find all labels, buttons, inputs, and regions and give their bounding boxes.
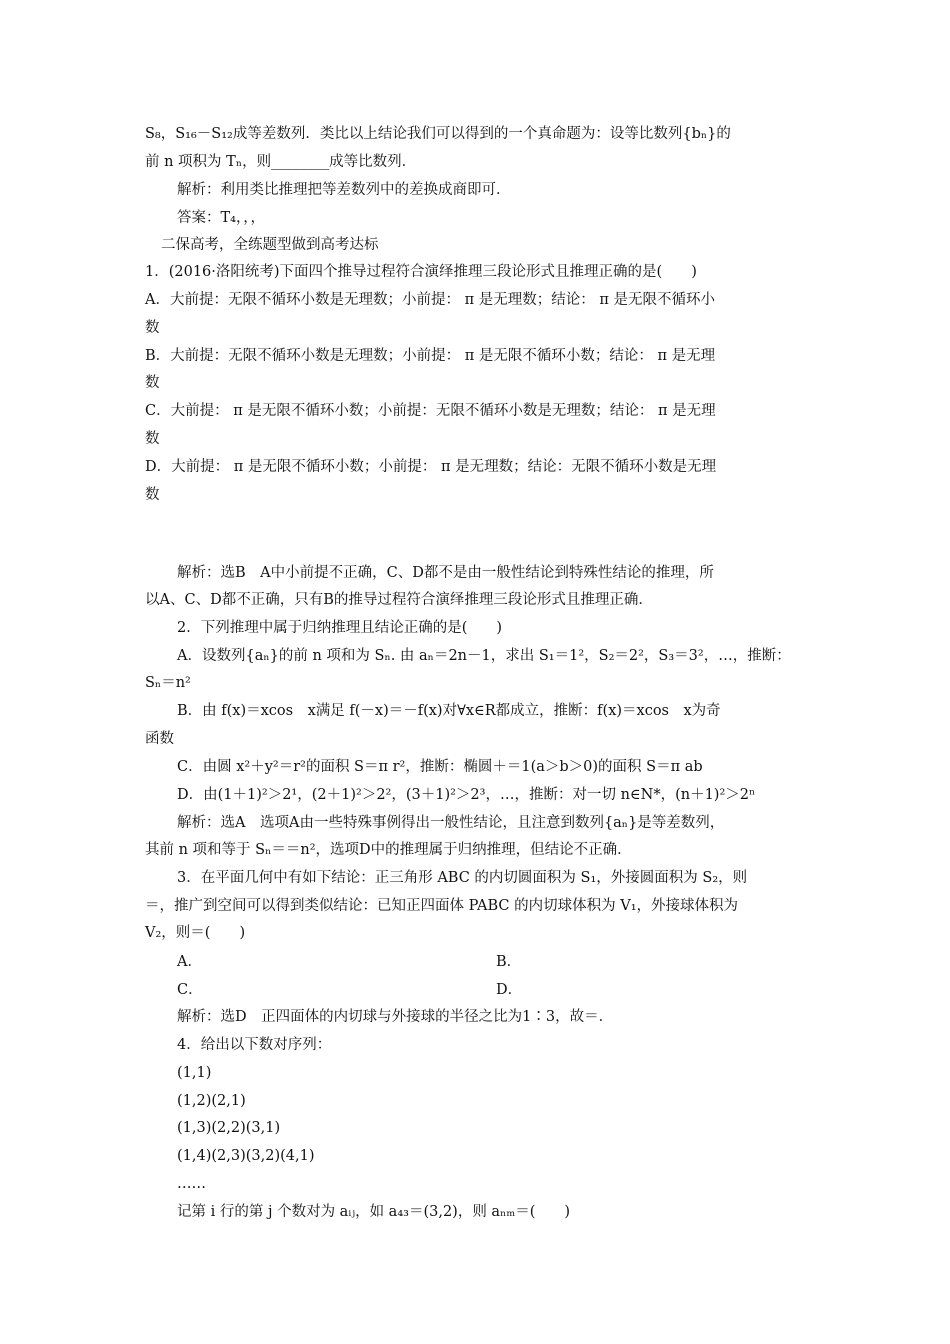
- q2-option-a-cont: Sₙ＝n²: [145, 675, 191, 691]
- q4-row-3: (1,3)(2,2)(3,1): [177, 1120, 281, 1136]
- q4-row-1: (1,1): [177, 1065, 212, 1081]
- q2-analysis-1: 解析：选A 选项A由一些特殊事例得出一般性结论，且注意到数列{aₙ}是等差数列，: [177, 815, 725, 831]
- q1-option-c: C．大前提： π 是无限不循环小数；小前提：无限不循环小数是无理数；结论： π 是无理: [145, 403, 716, 419]
- q1-option-d: D．大前提： π 是无限不循环小数；小前提： π 是无理数；结论：无限不循环小数是无理: [145, 459, 717, 475]
- q1-option-b-cont: 数: [145, 375, 160, 391]
- q3-option-c: C．: [177, 982, 203, 998]
- q2-option-a: A．设数列{aₙ}的前 n 项和为 Sₙ. 由 aₙ＝2n－1，求出 S₁＝1²，S₂＝2²，S₃＝3²，…，推断：: [177, 648, 791, 664]
- q4-ellipsis: ……: [177, 1176, 206, 1192]
- q3-option-d: D．: [496, 982, 523, 998]
- q3-option-a: A．: [177, 954, 202, 970]
- q1-option-b: B．大前提：无限不循环小数是无理数；小前提： π 是无限不循环小数；结论： π 是无理: [145, 348, 716, 364]
- q3-analysis: 解析：选D 正四面体的内切球与外接球的半径之比为1∶3，故＝．: [177, 1009, 614, 1025]
- q1-analysis-2: 以A、C、D都不正确，只有B的推导过程符合演绎推理三段论形式且推理正确．: [145, 592, 653, 608]
- q4-stem: 4．给出以下数对序列：: [177, 1037, 332, 1053]
- prev-analysis: 解析：利用类比推理把等差数列中的差换成商即可．: [177, 182, 511, 198]
- q1-option-a: A．大前提：无限不循环小数是无理数；小前提： π 是无理数；结论： π 是无限不循环小: [145, 292, 715, 308]
- prev-problem-line-2: 前 n 项积为 Tₙ，则________成等比数列．: [145, 154, 417, 170]
- q3-option-b: B．: [496, 954, 522, 970]
- q1-option-c-cont: 数: [145, 431, 160, 447]
- q3-stem-3: V₂，则＝( ): [145, 925, 246, 941]
- q2-option-d: D．由(1＋1)²＞2¹，(2＋1)²＞2²，(3＋1)²＞2³，…，推断：对一切 n∈N*，(n＋1)²＞2ⁿ: [177, 787, 756, 803]
- prev-answer: 答案：T₄，，，: [177, 210, 265, 226]
- q3-stem-2: ＝，推广到空间可以得到类似结论：已知正四面体 PABC 的内切球体积为 V₁，外接球体积为: [145, 898, 739, 914]
- q1-option-d-cont: 数: [145, 487, 160, 503]
- q2-option-b-cont: 函数: [145, 731, 174, 747]
- q2-option-c: C．由圆 x²＋y²＝r²的面积 S＝π r²，推断：椭圆＋＝1(a＞b＞0)的面积 S＝π ab: [177, 759, 703, 775]
- q1-analysis-1: 解析：选B A中小前提不正确，C、D都不是由一般性结论到特殊性结论的推理，所: [177, 565, 714, 581]
- q2-option-b: B．由 f(x)＝xcos x满足 f(－x)＝－f(x)对∀x∈R都成立，推断：f(x)＝xcos x为奇: [177, 703, 721, 719]
- prev-problem-line-1: S₈，S₁₆－S₁₂成等差数列．类比以上结论我们可以得到的一个真命题为：设等比数列{bₙ}的: [145, 126, 731, 142]
- q1-option-a-cont: 数: [145, 320, 160, 336]
- q1-stem: 1．(2016·洛阳统考)下面四个推导过程符合演绎推理三段论形式且推理正确的是( ): [145, 264, 697, 280]
- q2-stem: 2．下列推理中属于归纳推理且结论正确的是( ): [177, 620, 503, 636]
- section-title: 二保高考，全练题型做到高考达标: [161, 237, 379, 253]
- q2-analysis-2: 其前 n 项和等于 Sₙ＝＝n²，选项D中的推理属于归纳推理，但结论不正确．: [145, 842, 632, 858]
- q3-stem-1: 3．在平面几何中有如下结论：正三角形 ABC 的内切圆面积为 S₁，外接圆面积为 S₂，则: [177, 870, 748, 886]
- q4-row-4: (1,4)(2,3)(3,2)(4,1): [177, 1148, 315, 1164]
- q4-tail: 记第 i 行的第 j 个数对为 aᵢⱼ，如 a₄₃＝(3,2)，则 aₙₘ＝( ): [177, 1204, 571, 1220]
- q4-row-2: (1,2)(2,1): [177, 1093, 246, 1109]
